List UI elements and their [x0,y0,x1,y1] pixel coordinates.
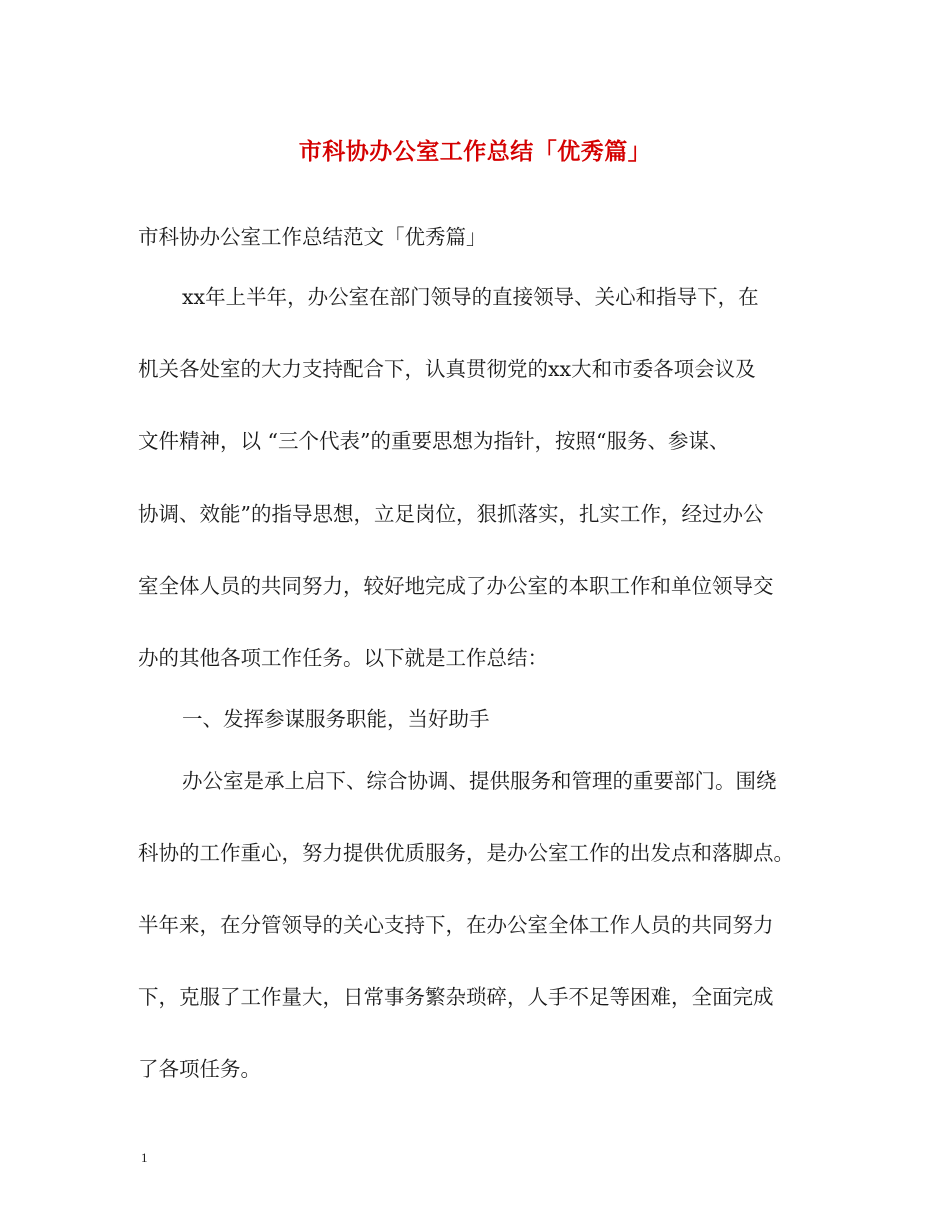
paragraph-line: 室全体人员的共同努力，较好地完成了办公室的本职工作和单位领导交 [138,574,774,598]
paragraph-line: 机关各处室的大力支持配合下，认真贯彻党的xx大和市委各项会议及 [138,357,756,381]
paragraph-line: 科协的工作重心，努力提供优质服务，是办公室工作的出发点和落脚点。 [138,841,794,865]
paragraph-line: xx年上半年，办公室在部门领导的直接领导、关心和指导下，在 [182,285,759,309]
paragraph-line: 半年来，在分管领导的关心支持下，在办公室全体工作人员的共同努力 [138,913,774,937]
paragraph-line: 办的其他各项工作任务。以下就是工作总结： [138,646,548,670]
paragraph-line: 下，克服了工作量大，日常事务繁杂琐碎，人手不足等困难，全面完成 [138,985,774,1009]
document-subtitle: 市科协办公室工作总结范文「优秀篇」 [138,225,487,249]
paragraph-line: 了各项任务。 [138,1057,261,1081]
paragraph-line: 文件精神，以 “三个代表”的重要思想为指针，按照“服务、参谋、 [138,429,730,453]
document-title: 市科协办公室工作总结「优秀篇」 [298,138,652,165]
page-number: 1 [141,1150,148,1165]
paragraph-line: 办公室是承上启下、综合协调、提供服务和管理的重要部门。围绕 [182,769,777,793]
section-heading: 一、发挥参谋服务职能，当好助手 [182,707,490,731]
paragraph-line: 协调、效能”的指导思想，立足岗位，狠抓落实，扎实工作，经过办公 [138,502,764,526]
